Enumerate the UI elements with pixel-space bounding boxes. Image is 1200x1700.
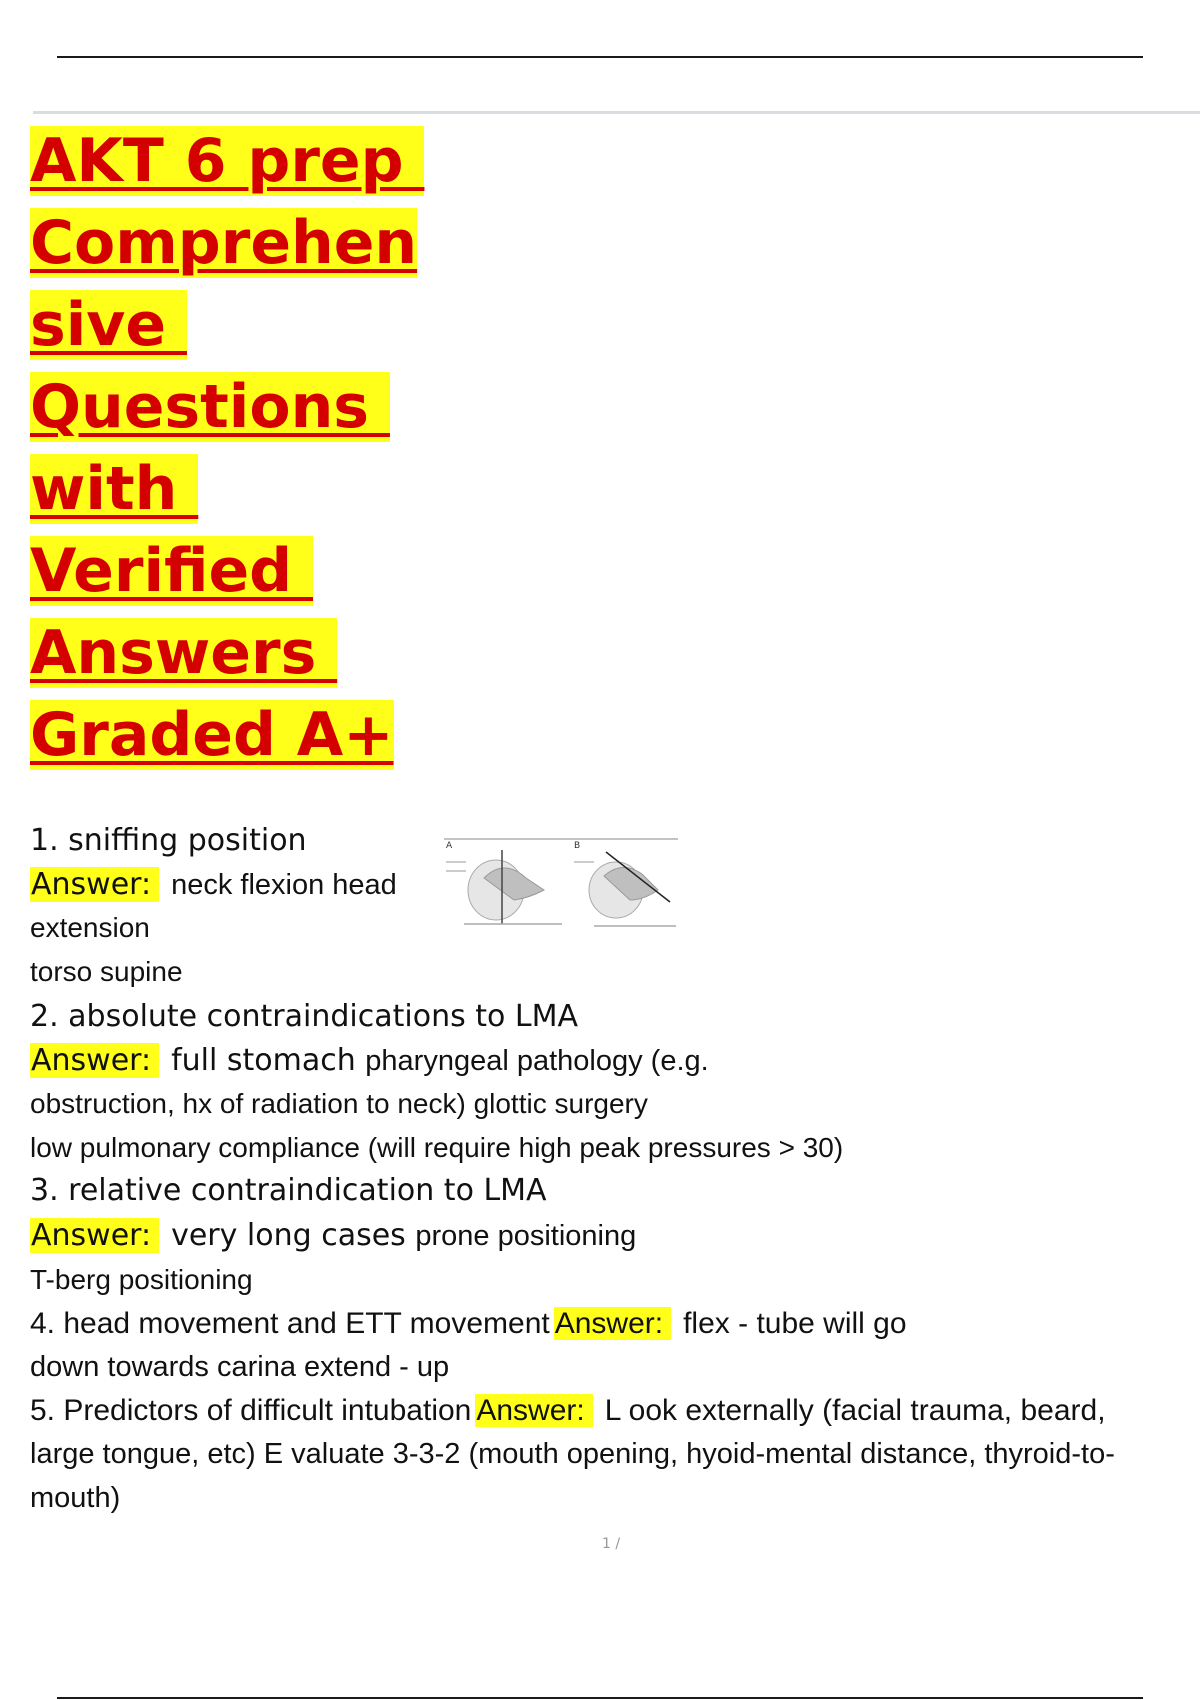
title-line: with	[30, 454, 199, 524]
question-3: 3. relative contraindication to LMA	[30, 1173, 547, 1208]
answer-3-line-2: T-berg positioning	[30, 1264, 253, 1295]
title-line: Graded A+	[30, 700, 394, 770]
head-diagram-b	[574, 852, 676, 926]
subheader-rule	[33, 111, 1200, 114]
answer-label: Answer:	[30, 1218, 159, 1253]
footer-rule	[57, 1697, 1143, 1699]
title-line: AKT 6 prep	[30, 126, 425, 196]
question-2: 2. absolute contraindications to LMA	[30, 999, 579, 1034]
title-line: sive	[30, 290, 187, 360]
answer-4-line-2: down towards carina extend - up	[30, 1351, 450, 1383]
answer-1-line-2: extension	[30, 912, 150, 943]
answer-2-line-3: low pulmonary compliance (will require high peak pressures > 30)	[30, 1132, 844, 1163]
sniffing-position-figure	[444, 838, 678, 930]
answer-5-line-2: large tongue, etc) E valuate 3-3-2 (mouth opening, hyoid-mental distance, thyroid-to-	[30, 1438, 1115, 1470]
question-1: 1. sniffing position	[30, 823, 307, 858]
answer-label: Answer:	[554, 1307, 671, 1340]
page-number: 1 /	[602, 1536, 621, 1552]
question-5: 5. Predictors of difficult intubation Answer: L ook externally (facial trauma, beard,	[30, 1394, 1106, 1427]
answer-1: Answer: neck flexion head	[31, 867, 397, 902]
answer-3: Answer: very long cases prone positioning	[31, 1218, 637, 1253]
document-title	[30, 120, 424, 776]
answer-label: Answer:	[30, 1043, 159, 1078]
answer-label: Answer:	[30, 867, 159, 902]
answer-2: Answer: full stomach pharyngeal pathology (e.g.	[31, 1043, 709, 1078]
question-4: 4. head movement and ETT movement Answer: flex - tube will go	[30, 1307, 907, 1340]
title-line: Verified	[30, 536, 314, 606]
head-diagram-a	[446, 850, 562, 924]
figure-label-a: A	[446, 841, 453, 851]
header-rule	[57, 56, 1143, 58]
answer-5-line-3: mouth)	[30, 1482, 121, 1514]
title-line: Comprehen	[30, 208, 418, 278]
answer-1-line-3: torso supine	[30, 956, 183, 987]
answer-2-line-2: obstruction, hx of radiation to neck) glottic surgery	[30, 1088, 648, 1119]
title-line: Answers	[30, 618, 338, 688]
title-line: Questions	[30, 372, 390, 442]
figure-label-b: B	[574, 841, 581, 851]
answer-label: Answer:	[475, 1394, 592, 1427]
